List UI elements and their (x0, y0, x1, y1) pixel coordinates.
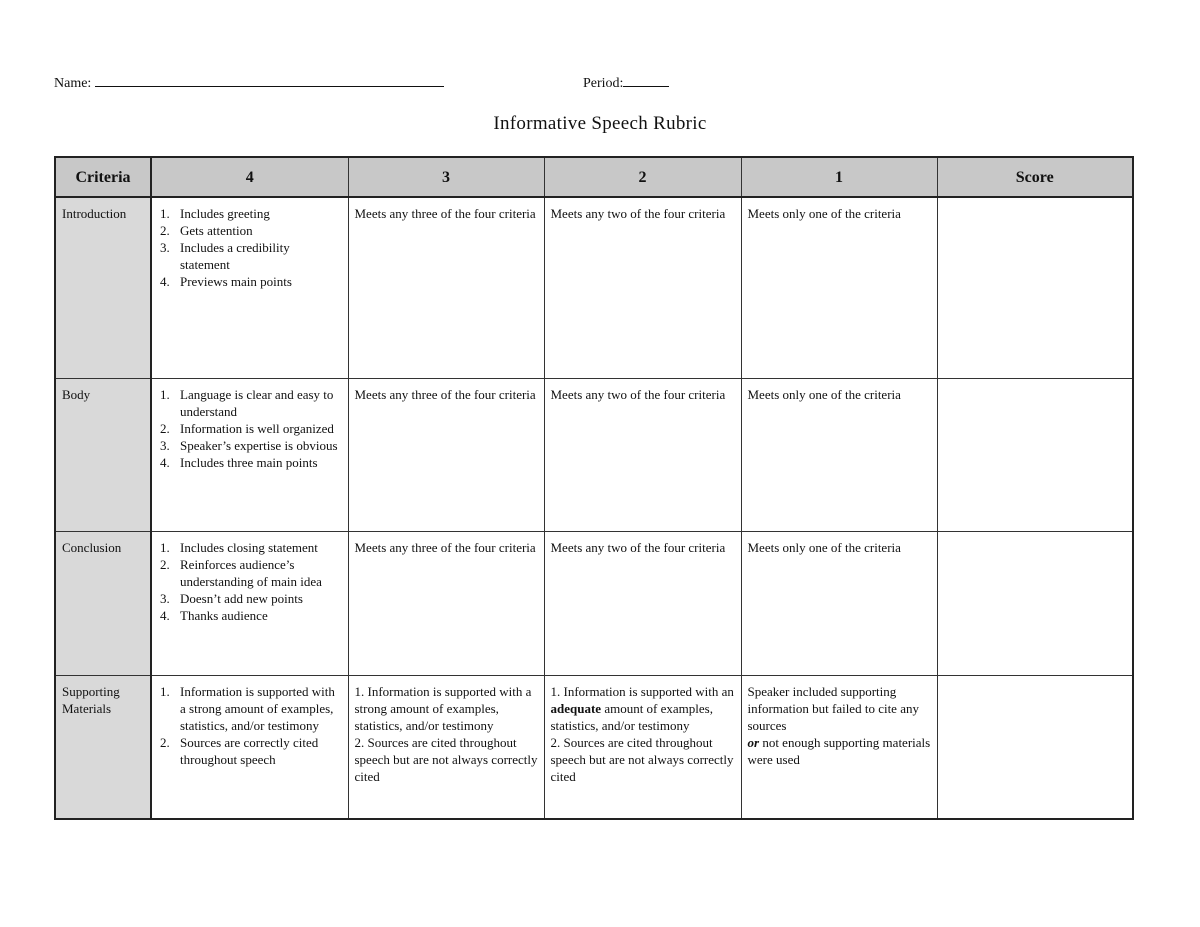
period-label: Period: (583, 76, 624, 91)
list-item: 2. Information is well organized (160, 421, 334, 436)
criteria-list (158, 683, 342, 768)
level-1-cell (741, 676, 937, 820)
table-header-row (55, 157, 1133, 197)
period-field[interactable] (583, 72, 669, 92)
level-2-line-1: 1. Information is supported with an adequate amount of examples, statistics, and/or testimony (550, 684, 734, 733)
name-label: Name: (54, 76, 92, 91)
rubric-table (54, 156, 1134, 820)
list-item: 4. Previews main points (160, 274, 292, 289)
level-4-cell (151, 532, 348, 676)
period-blank-line[interactable] (623, 72, 669, 87)
column-header-criteria: Criteria (55, 157, 151, 197)
criteria-cell: Body (55, 379, 151, 532)
list-item: 3. Doesn’t add new points (160, 591, 303, 606)
list-item: 2. Gets attention (160, 223, 253, 238)
list-item: 1. Includes closing statement (160, 540, 318, 555)
level-3-cell: Meets any three of the four criteria (348, 532, 544, 676)
table-row (55, 532, 1133, 676)
list-item: 3. Includes a credibility statement (160, 240, 290, 272)
level-4-cell (151, 676, 348, 820)
score-cell[interactable] (937, 532, 1133, 676)
criteria-list (158, 386, 342, 471)
table-row (55, 197, 1133, 379)
list-item: 1. Information is supported with a strong amount of examples, statistics, and/or testimony (160, 684, 335, 733)
page-title: Informative Speech Rubric (493, 113, 707, 134)
list-item: 3. Speaker’s expertise is obvious (160, 438, 338, 453)
table-row (55, 676, 1133, 820)
level-2-cell: Meets any two of the four criteria (544, 532, 741, 676)
level-2-cell (544, 676, 741, 820)
level-3-cell (348, 676, 544, 820)
level-1-cell: Meets only one of the criteria (741, 197, 937, 379)
level-1-cell: Meets only one of the criteria (741, 379, 937, 532)
column-header-4: 4 (151, 157, 348, 197)
list-item: 4. Includes three main points (160, 455, 318, 470)
criteria-cell: Supporting Materials (55, 676, 151, 820)
criteria-list (158, 539, 342, 624)
level-2-cell: Meets any two of the four criteria (544, 379, 741, 532)
criteria-cell: Introduction (55, 197, 151, 379)
adequate-keyword: adequate (550, 701, 602, 716)
name-field[interactable] (54, 72, 444, 92)
column-header-2: 2 (544, 157, 741, 197)
score-cell[interactable] (937, 379, 1133, 532)
column-header-3: 3 (348, 157, 544, 197)
level-1-cell: Meets only one of the criteria (741, 532, 937, 676)
level-2-line-2: 2. Sources are cited throughout speech but are not always correctly cited (550, 735, 734, 784)
level-2-cell: Meets any two of the four criteria (544, 197, 741, 379)
list-item: 2. Reinforces audience’s understanding of main idea (160, 557, 322, 589)
name-blank-line[interactable] (95, 72, 444, 87)
level-3-line-1: 1. Information is supported with a strong amount of examples, statistics, and/or testimony (354, 684, 532, 733)
column-header-1: 1 (741, 157, 937, 197)
or-keyword: or (747, 735, 760, 750)
criteria-list (158, 205, 342, 290)
level-4-cell (151, 197, 348, 379)
table-row (55, 379, 1133, 532)
criteria-cell: Conclusion (55, 532, 151, 676)
list-item: 1. Includes greeting (160, 206, 270, 221)
level-3-cell: Meets any three of the four criteria (348, 197, 544, 379)
score-cell[interactable] (937, 676, 1133, 820)
list-item: 2. Sources are correctly cited throughout speech (160, 735, 319, 767)
score-cell[interactable] (937, 197, 1133, 379)
level-3-line-2: 2. Sources are cited throughout speech but are not always correctly cited (354, 735, 538, 784)
column-header-score: Score (937, 157, 1133, 197)
level-4-cell (151, 379, 348, 532)
list-item: 4. Thanks audience (160, 608, 268, 623)
level-1-part-1: Speaker included supporting information but failed to cite any sources (747, 684, 919, 733)
list-item: 1. Language is clear and easy to understand (160, 387, 334, 419)
level-3-cell: Meets any three of the four criteria (348, 379, 544, 532)
level-1-part-2: or not enough supporting materials were used (747, 735, 931, 767)
